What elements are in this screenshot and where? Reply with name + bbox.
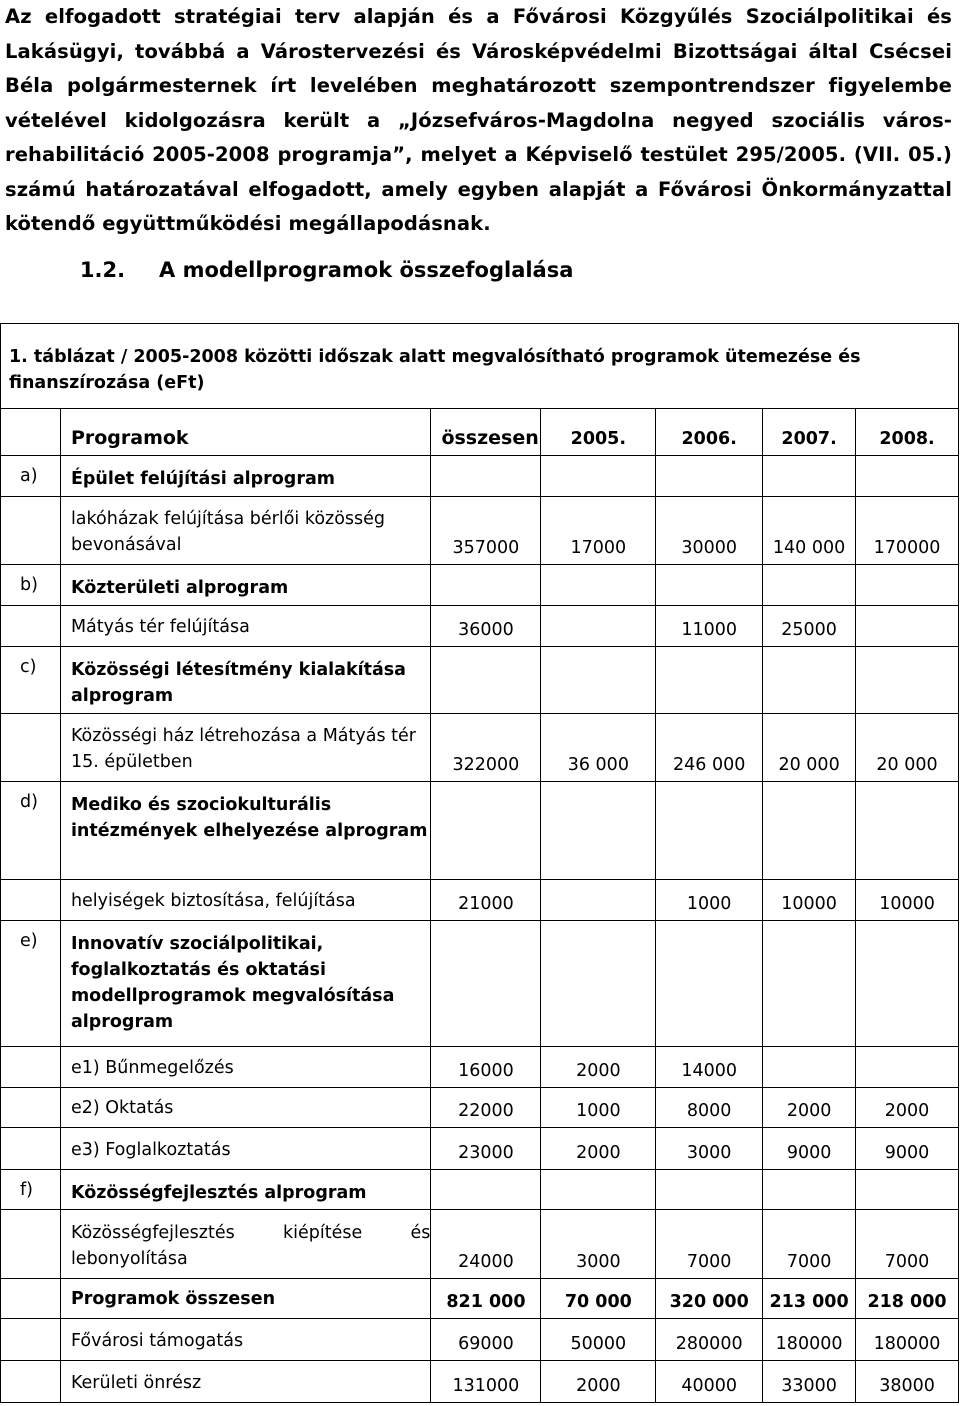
value-total: 322000	[431, 714, 541, 781]
section-row-b	[1, 564, 959, 605]
value-2005: 1000	[541, 1087, 656, 1128]
value-2007: 180000	[763, 1319, 856, 1361]
value-2005	[541, 880, 656, 921]
header-total: összesen	[431, 409, 541, 456]
header-2007: 2007.	[763, 409, 856, 456]
value-total: 131000	[431, 1361, 541, 1403]
value-2008: 38000	[856, 1361, 959, 1403]
header-2006: 2006.	[656, 409, 763, 456]
program-name: Közösségi ház létrehozása a Mátyás tér 15. épületben	[60, 714, 431, 781]
value-total: 821 000	[431, 1278, 541, 1319]
table-row	[1, 1209, 959, 1278]
table-row	[1, 496, 959, 564]
value-2007: 25000	[763, 605, 856, 647]
value-2008: 10000	[856, 880, 959, 921]
value-2007: 9000	[763, 1128, 856, 1170]
program-name: lakóházak felújítása bérlői közösség bevonásával	[60, 496, 431, 564]
table-row	[1, 714, 959, 781]
program-name: e3) Foglalkoztatás	[60, 1128, 431, 1170]
value-2005: 50000	[541, 1319, 656, 1361]
value-2006: 30000	[656, 496, 763, 564]
section-heading	[46, 258, 573, 288]
value-2005: 36 000	[541, 714, 656, 781]
value-2006: 246 000	[656, 714, 763, 781]
value-total: 24000	[431, 1209, 541, 1278]
section-row-a	[1, 456, 959, 497]
value-2008: 180000	[856, 1319, 959, 1361]
table-caption: 1. táblázat / 2005-2008 közötti időszak alatt megvalósítható programok ütemezése és finanszírozása (eFt)	[1, 324, 959, 409]
header-programs: Programok	[60, 409, 431, 456]
value-2008: 170000	[856, 496, 959, 564]
value-2007: 140 000	[763, 496, 856, 564]
funding-label: Kerületi önrész	[60, 1361, 431, 1403]
section-letter: a)	[1, 456, 61, 497]
table-row	[1, 1087, 959, 1128]
section-title: Mediko és szociokulturális intézmények elhelyezése alprogram	[60, 781, 431, 880]
value-2006: 3000	[656, 1128, 763, 1170]
value-2007: 213 000	[763, 1278, 856, 1319]
value-2008	[856, 605, 959, 647]
value-2008	[856, 1046, 959, 1087]
value-2005: 70 000	[541, 1278, 656, 1319]
program-name: helyiségek biztosítása, felújítása	[60, 880, 431, 921]
value-total: 22000	[431, 1087, 541, 1128]
value-2005: 17000	[541, 496, 656, 564]
section-row-e	[1, 920, 959, 1046]
value-2006: 1000	[656, 880, 763, 921]
value-2006: 14000	[656, 1046, 763, 1087]
section-letter: d)	[1, 781, 61, 880]
value-2008: 2000	[856, 1087, 959, 1128]
section-title: Közösségfejlesztés alprogram	[60, 1170, 431, 1210]
table-row	[1, 1128, 959, 1170]
section-letter: b)	[1, 564, 61, 605]
value-total: 23000	[431, 1128, 541, 1170]
table-row	[1, 1046, 959, 1087]
total-row	[1, 1278, 959, 1319]
value-2005	[541, 605, 656, 647]
value-2008: 9000	[856, 1128, 959, 1170]
table-row	[1, 880, 959, 921]
value-2006: 320 000	[656, 1278, 763, 1319]
value-total: 21000	[431, 880, 541, 921]
section-letter: f)	[1, 1170, 61, 1210]
program-name: Mátyás tér felújítása	[60, 605, 431, 647]
value-2007: 33000	[763, 1361, 856, 1403]
total-label: Programok összesen	[60, 1278, 431, 1319]
program-table	[0, 323, 959, 1403]
value-2005: 2000	[541, 1361, 656, 1403]
section-title: Innovatív szociálpolitikai, foglalkoztatás és oktatási modellprogramok megvalósítása alprogram	[60, 920, 431, 1046]
value-2007: 20 000	[763, 714, 856, 781]
section-row-c	[1, 647, 959, 714]
value-2006: 40000	[656, 1361, 763, 1403]
value-2005: 2000	[541, 1128, 656, 1170]
section-title: A modellprogramok összefoglalása	[159, 258, 574, 282]
value-2008: 20 000	[856, 714, 959, 781]
value-2007: 7000	[763, 1209, 856, 1278]
section-letter: c)	[1, 647, 61, 714]
value-2006: 8000	[656, 1087, 763, 1128]
value-total: 36000	[431, 605, 541, 647]
value-2005: 3000	[541, 1209, 656, 1278]
section-row-f	[1, 1170, 959, 1210]
header-2005: 2005.	[541, 409, 656, 456]
value-2006: 7000	[656, 1209, 763, 1278]
section-title: Közösségi létesítmény kialakítása alprogram	[60, 647, 431, 714]
value-total: 16000	[431, 1046, 541, 1087]
table-row	[1, 605, 959, 647]
section-letter: e)	[1, 920, 61, 1046]
funding-row	[1, 1319, 959, 1361]
value-total: 69000	[431, 1319, 541, 1361]
value-2006: 280000	[656, 1319, 763, 1361]
value-2005: 2000	[541, 1046, 656, 1087]
program-name: e1) Bűnmegelőzés	[60, 1046, 431, 1087]
value-2008: 218 000	[856, 1278, 959, 1319]
value-total: 357000	[431, 496, 541, 564]
section-title: Épület felújítási alprogram	[60, 456, 431, 497]
program-name: Közösségfejlesztés kiépítése és lebonyolítása	[60, 1209, 431, 1278]
funding-label: Fővárosi támogatás	[60, 1319, 431, 1361]
section-title: Közterületi alprogram	[60, 564, 431, 605]
table-caption-row	[1, 324, 959, 409]
table-header-row	[1, 409, 959, 456]
intro-paragraph: Az elfogadott stratégiai terv alapján és a Fővárosi Közgyűlés Szociálpolitikai és Lakásügyi, továbbá a Várostervezési és Városképvédelmi Bizottságai által Csécsei Béla polgármesternek írt levelében meghatározott szempontrendszer figyelembe vételével kidolgozásra került a „Józsefváros-Magdolna negyed szociális város-rehabilitáció 2005-2008 programja”, melyet a Képviselő testület 295/2005. (VII. 05.) számú határozatával elfogadott, amely egyben alapját a Fővárosi Önkormányzattal kötendő együttműködési megállapodásnak.	[5, 5, 952, 235]
value-2007	[763, 1046, 856, 1087]
program-name: e2) Oktatás	[60, 1087, 431, 1128]
header-letter	[1, 409, 61, 456]
value-2007: 2000	[763, 1087, 856, 1128]
value-2008: 7000	[856, 1209, 959, 1278]
section-number: 1.2.	[79, 258, 126, 282]
funding-row	[1, 1361, 959, 1403]
value-2007: 10000	[763, 880, 856, 921]
header-2008: 2008.	[856, 409, 959, 456]
section-row-d	[1, 781, 959, 880]
value-2006: 11000	[656, 605, 763, 647]
